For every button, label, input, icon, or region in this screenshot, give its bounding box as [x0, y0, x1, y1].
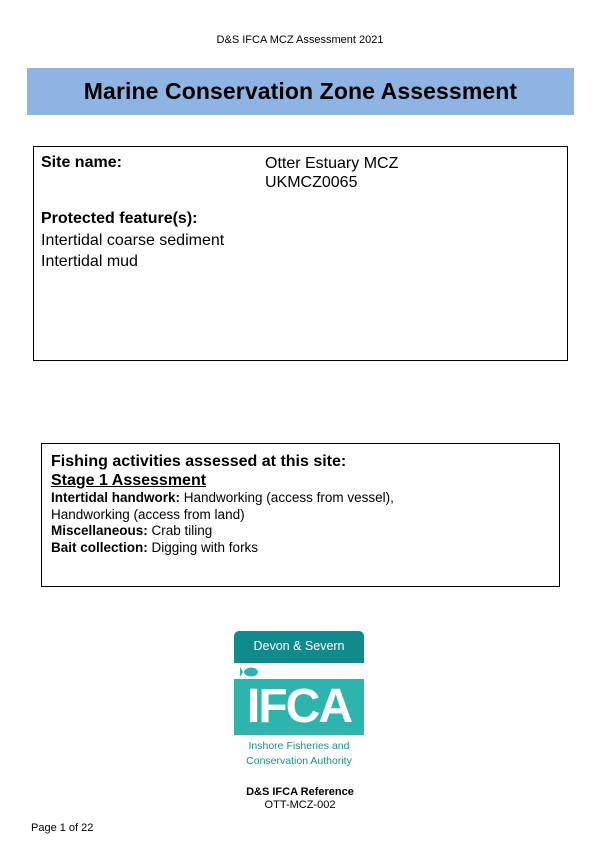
running-header: D&S IFCA MCZ Assessment 2021	[216, 34, 384, 46]
site-name: Otter Estuary MCZ	[265, 155, 399, 172]
activity-category: Bait collection:	[51, 539, 148, 555]
logo-top-band: Devon & Severn	[234, 631, 364, 663]
reference-label: D&S IFCA Reference	[246, 786, 354, 798]
document-title: Marine Conservation Zone Assessment	[83, 78, 518, 104]
page-number: Page 1 of 22	[31, 822, 94, 834]
activity-line	[51, 540, 559, 557]
site-info-box	[33, 146, 568, 361]
protected-features-heading: Protected feature(s):	[41, 210, 198, 227]
activity-detail: Handworking (access from vessel),	[180, 490, 394, 505]
reference-code: OTT-MCZ-002	[264, 798, 336, 811]
stage-heading: Stage 1 Assessment	[51, 472, 207, 489]
activity-detail: Handworking (access from land)	[51, 506, 245, 522]
reference-block	[0, 786, 600, 811]
activity-line	[51, 523, 559, 540]
activity-category: Miscellaneous:	[51, 523, 148, 538]
logo-ifca-text: IFCA	[234, 679, 364, 735]
activity-detail: Crab tiling	[147, 523, 213, 538]
fish-icon	[240, 665, 260, 679]
logo-subtitle-line: Inshore Fisheries and	[248, 740, 350, 752]
fishing-activities-heading: Fishing activities assessed at this site:	[51, 453, 347, 470]
logo-subtitle	[234, 739, 364, 769]
site-name-label: Site name:	[41, 154, 122, 171]
protected-feature-item: Intertidal coarse sediment	[41, 232, 225, 249]
protected-feature-item: Intertidal mud	[41, 253, 138, 270]
ifca-logo	[234, 631, 364, 771]
activity-line	[51, 490, 559, 507]
title-bar	[27, 68, 574, 115]
logo-subtitle-line: Conservation Authority	[246, 755, 352, 767]
fishing-activities-box	[41, 443, 560, 587]
protected-features-list	[41, 230, 224, 272]
activity-detail: Digging with forks	[147, 539, 259, 555]
activity-line	[51, 507, 559, 524]
site-name-value	[265, 154, 398, 192]
site-code: UKMCZ0065	[265, 174, 358, 191]
activity-category: Intertidal handwork:	[51, 490, 181, 505]
